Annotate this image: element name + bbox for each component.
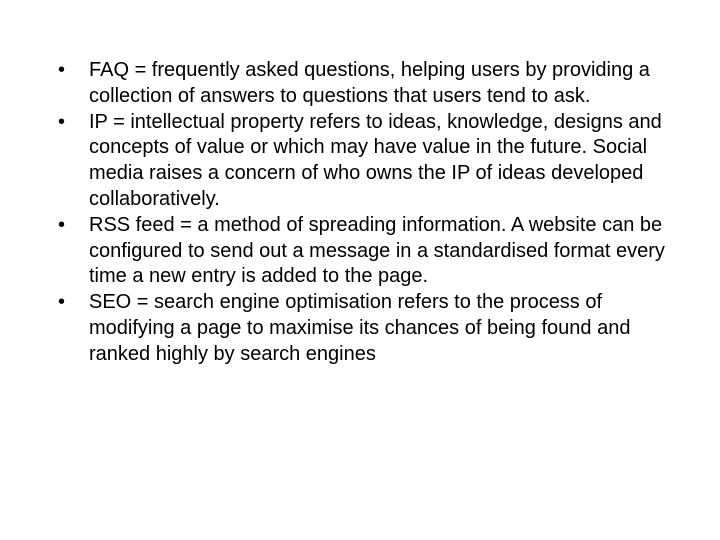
bullet-text-faq: FAQ = frequently asked questions, helping users by providing a collection of answers to questions that users tend to ask. xyxy=(89,59,650,107)
glossary-bullet-list xyxy=(58,58,668,368)
bullet-icon: • xyxy=(58,59,66,81)
bullet-item-faq xyxy=(58,58,668,110)
bullet-item-seo xyxy=(58,290,668,367)
bullet-icon: • xyxy=(58,110,66,133)
bullet-item-rss xyxy=(58,213,668,290)
bullet-text-ip: IP = intellectual property refers to ideas, knowledge, designs and concepts of value or which may have value in the future. Social media raises a concern of who owns the IP of ideas developed collaboratively. xyxy=(89,110,662,210)
bullet-icon: • xyxy=(58,213,66,236)
bullet-item-ip xyxy=(58,110,668,213)
bullet-text-rss: RSS feed = a method of spreading information. A website can be configured to send out a message in a standardised format every time a new entry is added to the page. xyxy=(89,213,665,288)
bullet-text-seo: SEO = search engine optimisation refers to the process of modifying a page to maximise its chances of being found and ranked highly by search engines xyxy=(89,291,631,365)
bullet-icon: • xyxy=(58,291,66,314)
